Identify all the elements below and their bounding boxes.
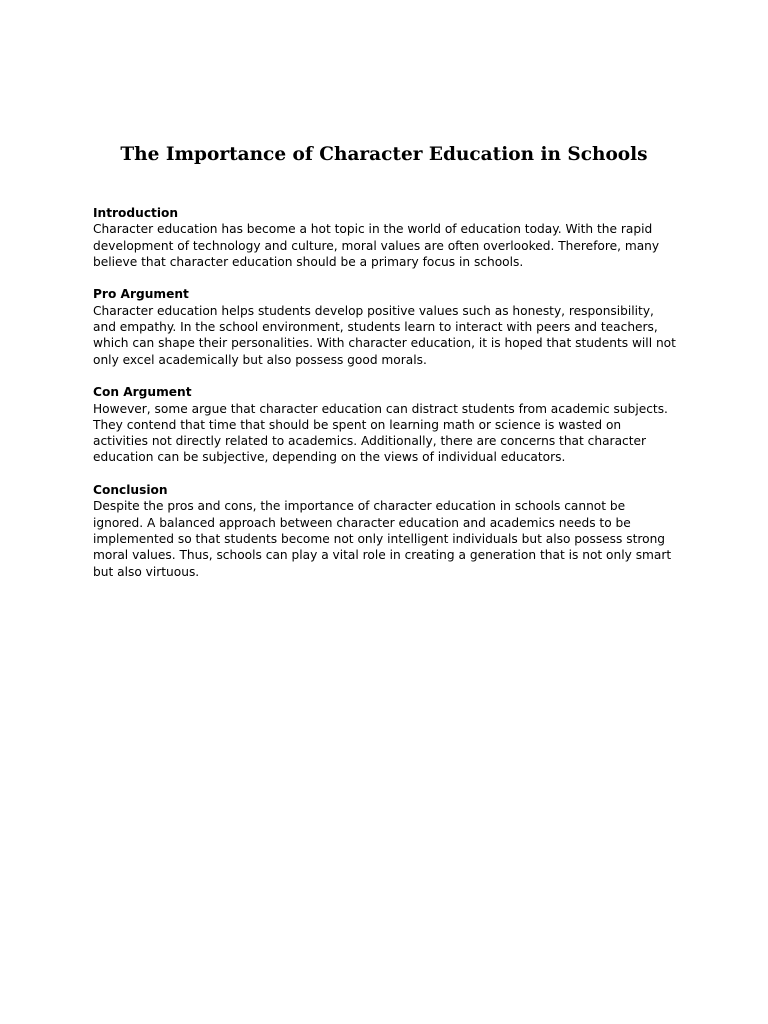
section-heading: Con Argument (93, 385, 192, 400)
section-paragraph: Character education has become a hot topic in the world of education today. With the rapid development of technology and culture, moral values are often overlooked. Therefore, many believe that character education should be a primary focus in schools. (93, 222, 660, 269)
section-heading: Conclusion (93, 483, 168, 498)
section-heading: Introduction (93, 206, 179, 220)
section-paragraph: However, some argue that character education can distract students from academic subjects. They contend that time that should be spent on learning math or science is wasted on activities not directly related to academics. Additionally, there are concerns that character education can be subjective, depending on the views of individual educators. (93, 401, 668, 465)
section-con-argument (93, 384, 679, 465)
document-title: The Importance of Character Education in Schools (120, 144, 648, 165)
section-heading: Pro Argument (93, 287, 189, 302)
section-pro-argument (93, 286, 679, 367)
section-conclusion (93, 482, 679, 580)
section-introduction (93, 205, 679, 270)
document-body (93, 205, 679, 596)
section-paragraph: Character education helps students develop positive values such as honesty, responsibility, and empathy. In the school environment, students learn to interact with peers and teachers, which can shape their personalities. With character education, it is hoped that students will not only excel academically but also possess good morals. (93, 303, 676, 367)
section-paragraph: Despite the pros and cons, the importance of character education in schools cannot be ignored. A balanced approach between character education and academics needs to be implemented so that students become not only intelligent individuals but also possess strong moral values. Thus, schools can play a vital role in creating a generation that is not only smart but also virtuous. (93, 499, 672, 579)
